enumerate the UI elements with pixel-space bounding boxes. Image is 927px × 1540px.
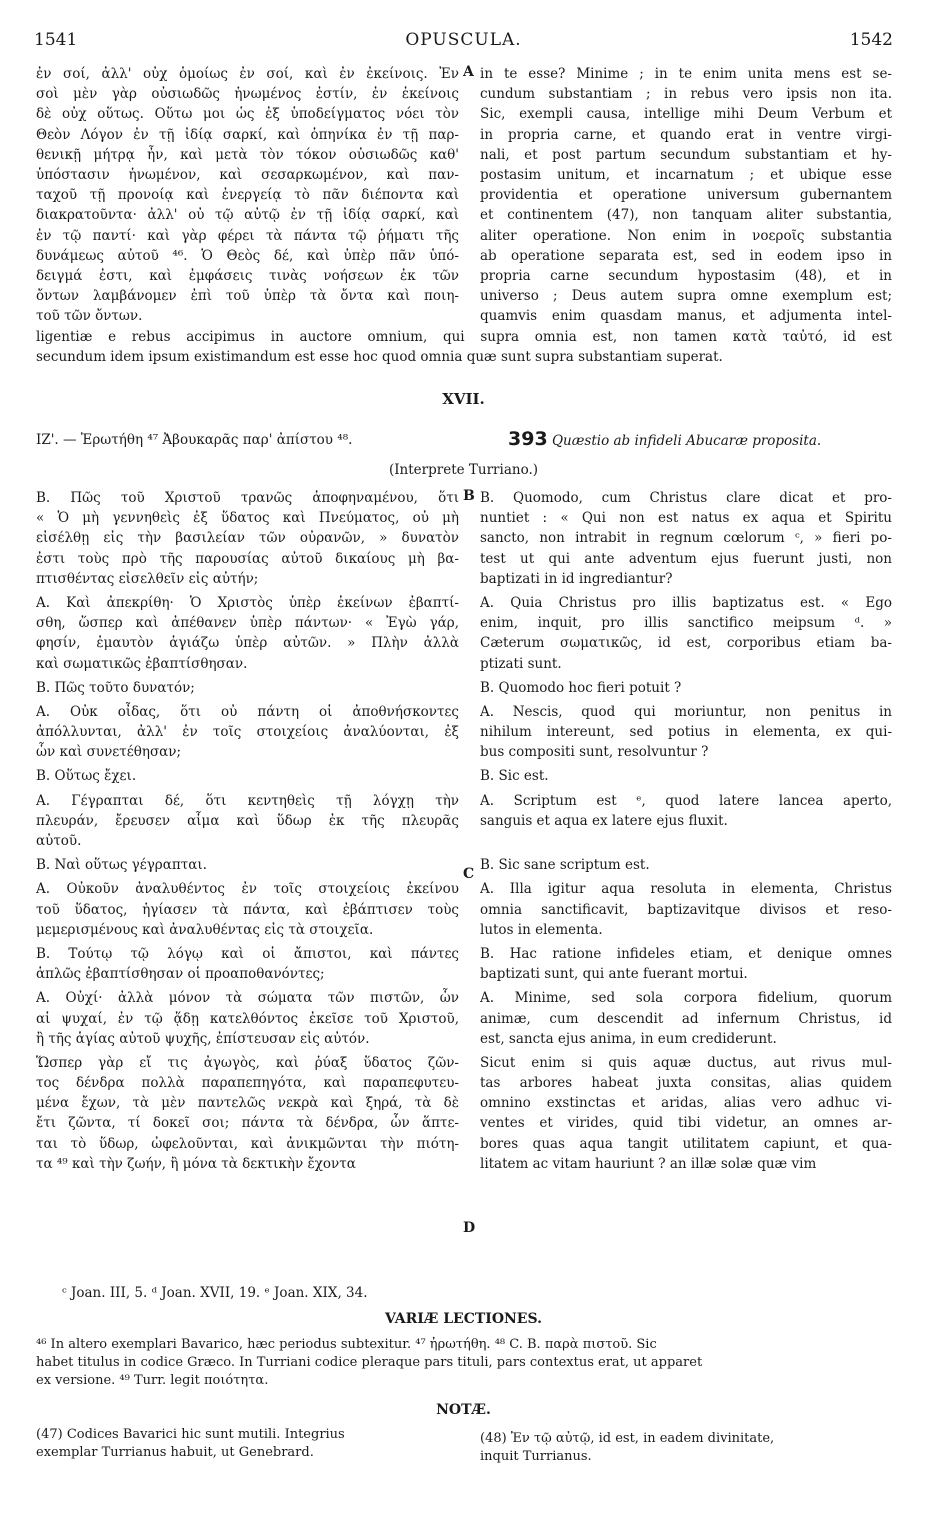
latin-text-line: postasim unitum, et incarnatum ; et ubique esse	[480, 166, 892, 183]
latin-dialogue-line: B. Quomodo hoc fieri potuit ?	[480, 679, 682, 696]
latin-dialogue-line: A. Minime, sed sola corpora fidelium, quorum	[480, 990, 892, 1007]
greek-dialogue-line: Ὥσπερ γὰρ εἴ τις ἀγωγὸς, καὶ ῥύαξ ὕδατος ζῶν-	[36, 1054, 459, 1071]
margin-letter-b: B	[463, 488, 475, 504]
margin-letter-c: C	[463, 866, 475, 882]
latin-dialogue-line: B. Sic sane scriptum est.	[480, 857, 650, 874]
latin-dialogue-line: A. Illa igitur aqua resoluta in elementa, Christus	[480, 881, 892, 898]
latin-dialogue-line: A. Nescis, quod qui moriuntur, non penitus in	[480, 703, 892, 720]
nota-line: (48) Ἐν τῷ αὐτῷ, id est, in eadem divinitate,	[480, 1431, 775, 1446]
nota-line: inquit Turrianus.	[480, 1449, 592, 1464]
greek-dialogue-line: πτισθέντας εἰσελθεῖν εἰς αὐτήν;	[36, 570, 259, 587]
latin-text-line: cundum substantiam ; in rebus vero ipsis non ita.	[480, 86, 892, 103]
nota-48	[480, 1430, 892, 1466]
greek-dialogue-line: Β. Οὕτως ἔχει.	[36, 768, 137, 785]
greek-text-line: δὲ οὐχ οὕτως. Οὕτω μοι ὡς ἐξ ὑποδείγματος νόει τὸν	[36, 106, 459, 123]
latin-dialogue-line: enim, inquit, pro illis sanctifico meipsum ᵈ. »	[480, 615, 892, 632]
scripture-references: ᶜ Joan. III, 5. ᵈ Joan. XVII, 19. ᵉ Joan. XIX, 34.	[62, 1285, 368, 1301]
latin-dialogue-line: B. Sic est.	[480, 768, 549, 785]
latin-text-line: providentia et operatione universum gubernantem	[480, 187, 892, 204]
margin-letter-d: D	[463, 1220, 476, 1236]
nota-line: (47) Codices Bavarici hic sunt mutili. Integrius	[36, 1427, 345, 1442]
latin-dialogue-line: Cæterum σωματικῶς, id est, corporibus etiam ba-	[480, 635, 892, 652]
greek-dialogue-line: ὧν καὶ συνετέθησαν;	[36, 744, 182, 761]
latin-text-line: in te esse? Minime ; in te enim unita mens est se-	[480, 66, 892, 82]
full-width-continuation	[36, 327, 892, 367]
section-number: XVII.	[442, 390, 485, 408]
greek-text-line: ταχοῦ τῇ προνοίᾳ καὶ ἐνεργείᾳ τὸ πᾶν διέποντα καὶ	[36, 187, 459, 204]
latin-dialogue-line: sancto, non intrabit in regnum cœlorum ᶜ, » fieri po-	[480, 530, 892, 547]
greek-text-line: θενικῇ μήτρᾳ ἦν, καὶ μετὰ τὸν τόκον οὐσιωδῶς καθ'	[36, 146, 459, 163]
latin-dialogue-line: B. Hac ratione infideles etiam, et denique omnes	[480, 945, 892, 962]
greek-text-line: ὄντων λαμβάνομεν ἐπὶ τοῦ ὑπὲρ τὰ ὄντα καὶ ποιη-	[36, 288, 459, 305]
greek-text-line: τοῦ τῶν ὄντων.	[36, 308, 143, 325]
greek-dialogue-line: σθη, ὥσπερ καὶ ἀπέθανεν ὑπὲρ πάντων· « Ἐγὼ γάρ,	[36, 615, 459, 632]
greek-dialogue-line: ἢ τῆς ἁγίας αὐτοῦ ψυχῆς, ἐπίστευσαν εἰς αὐτόν.	[36, 1030, 370, 1047]
left-page-number: 1541	[34, 30, 78, 50]
margin-letter-a: A	[463, 64, 474, 80]
latin-dialogue-line: bus compositi sunt, resolvuntur ?	[480, 744, 709, 761]
latin-dialogue-line: baptizati sunt, qui ante fuerant mortui.	[480, 966, 748, 983]
greek-dialogue-line: τος δένδρα πολλὰ παραπεπηγότα, καὶ παραπεφυτευ-	[36, 1075, 459, 1092]
latin-dialogue-line: sanguis et aqua ex latere ejus fluxit.	[480, 812, 728, 829]
greek-text-line: διακρατοῦντα· ἀλλ' οὐ τῷ αὐτῷ ἐν τῇ ἰδίᾳ σαρκί, καὶ	[36, 207, 459, 224]
greek-dialogue-line: Α. Οὐκοῦν ἀναλυθέντος ἐν τοῖς στοιχείοις ἐκείνου	[36, 881, 459, 898]
greek-dialogue-line: αὐτοῦ.	[36, 833, 82, 849]
latin-dialogue-line: Sicut enim si quis aquæ ductus, aut rivus mul-	[480, 1054, 892, 1071]
latin-text-line: in propria carne, et quando erat in ventre virgi-	[480, 126, 892, 143]
latin-section-title: Quæstio ab infideli Abucaræ proposita.	[551, 433, 822, 449]
greek-dialogue-line: καὶ σωματικῶς ἐβαπτίσθησαν.	[36, 655, 248, 672]
greek-dialogue-line: τοῦ ὕδατος, ἡγίασεν τὰ πάντα, καὶ ἐβάπτισεν τοὺς	[36, 901, 459, 918]
latin-dialogue-line: bores quas aqua tangit utilitatem capiunt, et qua-	[480, 1135, 892, 1152]
notae-heading: NOTÆ.	[436, 1402, 491, 1418]
latin-text-line: et continentem (47), non tanquam aliter substantia,	[480, 207, 892, 224]
interpreter-note: (Interprete Turriano.)	[388, 462, 539, 478]
variae-line: habet titulus in codice Græco. In Turriani codice pleraque pars tituli, pars contextus erat, ut apparet	[36, 1355, 703, 1370]
greek-text-line: σοὶ μὲν γὰρ οὐσιωδῶς ἡνωμένος ἐστίν, ἐν ἐκείνοις	[36, 86, 459, 103]
latin-dialogue-line: omnino exstinctas et aridas, alias vero adhuc vi-	[480, 1095, 892, 1112]
greek-section-title: ΙΖ'. — Ἐρωτήθη ⁴⁷ Ἀβουκαρᾶς παρ' ἀπίστου ⁴⁸.	[36, 432, 353, 448]
greek-text-line: Θεὸν Λόγον ἐν τῇ ἰδίᾳ σαρκί, καὶ ὁπηνίκα ἐν τῇ παρ-	[36, 126, 459, 143]
greek-dialogue-line: Β. Πῶς τοῦ Χριστοῦ τρανῶς ἀποφηναμένου, ὅτι	[36, 490, 459, 506]
greek-dialogue-line: αἱ ψυχαί, ἐν τῷ ᾅδῃ κατελθόντος ἐκεῖσε τοῦ Χριστοῦ,	[36, 1010, 459, 1027]
dialogue-latin-column	[480, 488, 892, 1178]
latin-dialogue-line: nuntiet : « Qui non est natus ex aqua et Spiritu	[480, 510, 892, 527]
greek-dialogue-line: πλευράν, ἔρευσεν αἷμα καὶ ὕδωρ ἐκ τῆς πλευρᾶς	[36, 812, 459, 829]
greek-dialogue-line: Α. Καὶ ἀπεκρίθη· Ὁ Χριστὸς ὑπὲρ ἐκείνων ἐβαπτί-	[36, 594, 459, 611]
latin-dialogue-line: nihilum intereunt, sed potius in elementa, ex qui-	[480, 724, 892, 741]
greek-dialogue-line: ἀπόλλυνται, ἀλλ' ἐν τοῖς στοιχείοις ἀναλύονται, ἐξ	[36, 724, 459, 741]
greek-dialogue-line: Α. Γέγραπται δέ, ὅτι κεντηθεὶς τῇ λόγχῃ τὴν	[36, 792, 459, 809]
latin-dialogue-line: B. Quomodo, cum Christus clare dicat et pro-	[480, 490, 892, 506]
greek-text-line: δειγμά ἐστι, καὶ ἐμφάσεις τινὰς νοήσεων ἐκ τῶν	[36, 267, 459, 284]
nota-47	[36, 1426, 459, 1462]
latin-text-line: Sic, exempli causa, intellige mihi Deum Verbum et	[480, 106, 892, 123]
latin-dialogue-line: A. Scriptum est ᵉ, quod latere lancea aperto,	[480, 792, 892, 809]
greek-dialogue-line: « Ὁ μὴ γεννηθεὶς ἐξ ὕδατος καὶ Πνεύματος, οὐ μὴ	[36, 510, 459, 527]
top-greek-column	[36, 64, 459, 326]
greek-dialogue-line: ἐστι τοὺς πρὸ τῆς παρουσίας αὐτοῦ δικαίους μὴ βα-	[36, 550, 459, 567]
latin-section-title-row	[508, 428, 821, 450]
right-page-number: 1542	[849, 30, 893, 50]
latin-dialogue-line: est, sancta ejus anima, in eum crediderunt.	[480, 1030, 777, 1047]
variae-line: ex versione. ⁴⁹ Turr. legit ποιότητα.	[36, 1373, 269, 1388]
variae-lectiones-heading: VARIÆ LECTIONES.	[385, 1311, 542, 1327]
running-title: OPUSCULA.	[405, 30, 522, 50]
dialogue-greek-column	[36, 488, 459, 1178]
latin-dialogue-line: ventes et virides, quid tibi videtur, an omnes ar-	[480, 1115, 892, 1132]
greek-dialogue-line: Β. Πῶς τοῦτο δυνατόν;	[36, 679, 195, 696]
latin-text-line: universo ; Deus autem supra omne exemplum est;	[480, 288, 892, 305]
variae-lectiones-text	[36, 1336, 892, 1390]
greek-dialogue-line: Α. Οὐκ οἶδας, ὅτι οὐ πάντη οἱ ἀποθνήσκοντες	[36, 703, 459, 720]
latin-text-line: aliter operatione. Non enim in νοεροῖς substantia	[480, 227, 892, 244]
greek-dialogue-line: φησίν, ἐμαυτὸν ἁγιάζω ὑπὲρ αὐτῶν. » Πλὴν ἀλλὰ	[36, 635, 459, 652]
latin-dialogue-line: animæ, cum descendit ad infernum Christus, id	[480, 1010, 892, 1027]
latin-text-line: quamvis enim quasdam manus, et adjumenta intel-	[480, 308, 892, 325]
latin-text-line: propria carne secundum hypostasim (48), et in	[480, 267, 892, 284]
full-width-line: secundum idem ipsum existimandum est esse hoc quod omnia quæ sunt supra substantiam superat.	[36, 349, 723, 366]
greek-dialogue-line: ται τὸ ὕδωρ, ὠφελοῦνται, καὶ ἀνικμῶνται τὴν πιότη-	[36, 1135, 459, 1152]
latin-text-line: nali, et post partum secundum substantiam et hy-	[480, 146, 892, 163]
greek-dialogue-line: ἁπλῶς ἐβαπτίσθησαν οἱ προαποθανόντες;	[36, 966, 325, 983]
greek-dialogue-line: Β. Τούτῳ τῷ λόγῳ καὶ οἱ ἄπιστοι, καὶ πάντες	[36, 945, 459, 962]
latin-text-line: ab operatione separata est, sed in eodem ipso in	[480, 247, 892, 264]
greek-text-line: δυνάμεως αὐτοῦ ⁴⁶. Ὁ Θεὸς δέ, καὶ ὑπὲρ πᾶν ὑπό-	[36, 247, 459, 264]
nota-line: exemplar Turrianus habuit, ut Genebrard.	[36, 1445, 314, 1460]
latin-dialogue-line: tas arbores habeat juxta consitas, alias quidem	[480, 1075, 892, 1092]
greek-dialogue-line: Β. Ναὶ οὕτως γέγραπται.	[36, 857, 207, 874]
running-header	[34, 30, 893, 54]
greek-dialogue-line: Α. Οὐχί· ἀλλὰ μόνον τὰ σώματα τῶν πιστῶν, ὧν	[36, 990, 459, 1007]
latin-dialogue-line: lutos in elementa.	[480, 921, 603, 938]
greek-text-line: ἐν σοί, ἀλλ' οὐχ ὁμοίως ἐν σοί, καὶ ἐν ἐκείνοις. Ἐν	[36, 66, 459, 82]
full-width-line: ligentiæ e rebus accipimus in auctore omnium, qui supra omnia est, non tamen κατὰ ταὐτό, id est	[36, 329, 892, 345]
latin-dialogue-line: ptizati sunt.	[480, 655, 562, 672]
top-latin-column	[480, 64, 892, 326]
column-number: 393	[508, 428, 548, 450]
latin-dialogue-line: omnia sanctificavit, baptizavitque divisos et reso-	[480, 901, 892, 918]
variae-line: ⁴⁶ In altero exemplari Bavarico, hæc periodus subtexitur. ⁴⁷ ἠρωτήθη. ⁴⁸ C. B. παρὰ πιστοῦ. Sic	[36, 1337, 657, 1352]
greek-text-line: ἐν τῷ παντί· καὶ γὰρ φέρει τὰ πάντα τῷ ῥήματι τῆς	[36, 227, 459, 244]
latin-dialogue-line: baptizati in id ingrediantur?	[480, 570, 673, 587]
greek-dialogue-line: μεμερισμένους καὶ ἀναλυθέντας εἰς τὰ στοιχεῖα.	[36, 921, 374, 938]
greek-dialogue-line: μένα ἔχων, τὰ μὲν παντελῶς νεκρὰ καὶ ξηρά, τὰ δὲ	[36, 1095, 459, 1112]
greek-dialogue-line: εἰσέλθῃ εἰς τὴν βασιλείαν τῶν οὐρανῶν, » δυνατὸν	[36, 530, 459, 547]
greek-dialogue-line: ἔτι ζῶντα, τί δοκεῖ σοι; πάντα τὰ δένδρα, ὧν ἅπτε-	[36, 1115, 459, 1132]
latin-dialogue-line: litatem ac vitam hauriunt ? an illæ solæ quæ vim	[480, 1155, 817, 1172]
latin-dialogue-line: test ut qui ante adventum ejus fuerunt justi, non	[480, 550, 892, 567]
latin-dialogue-line: A. Quia Christus pro illis baptizatus est. « Ego	[480, 594, 892, 611]
greek-dialogue-line: τα ⁴⁹ καὶ τὴν ζωήν, ἢ μόνα τὰ δεκτικὴν ἔχοντα	[36, 1155, 356, 1172]
greek-text-line: ὑπόστασιν ἡνωμένον, καὶ σεσαρκωμένον, καὶ παν-	[36, 166, 459, 183]
